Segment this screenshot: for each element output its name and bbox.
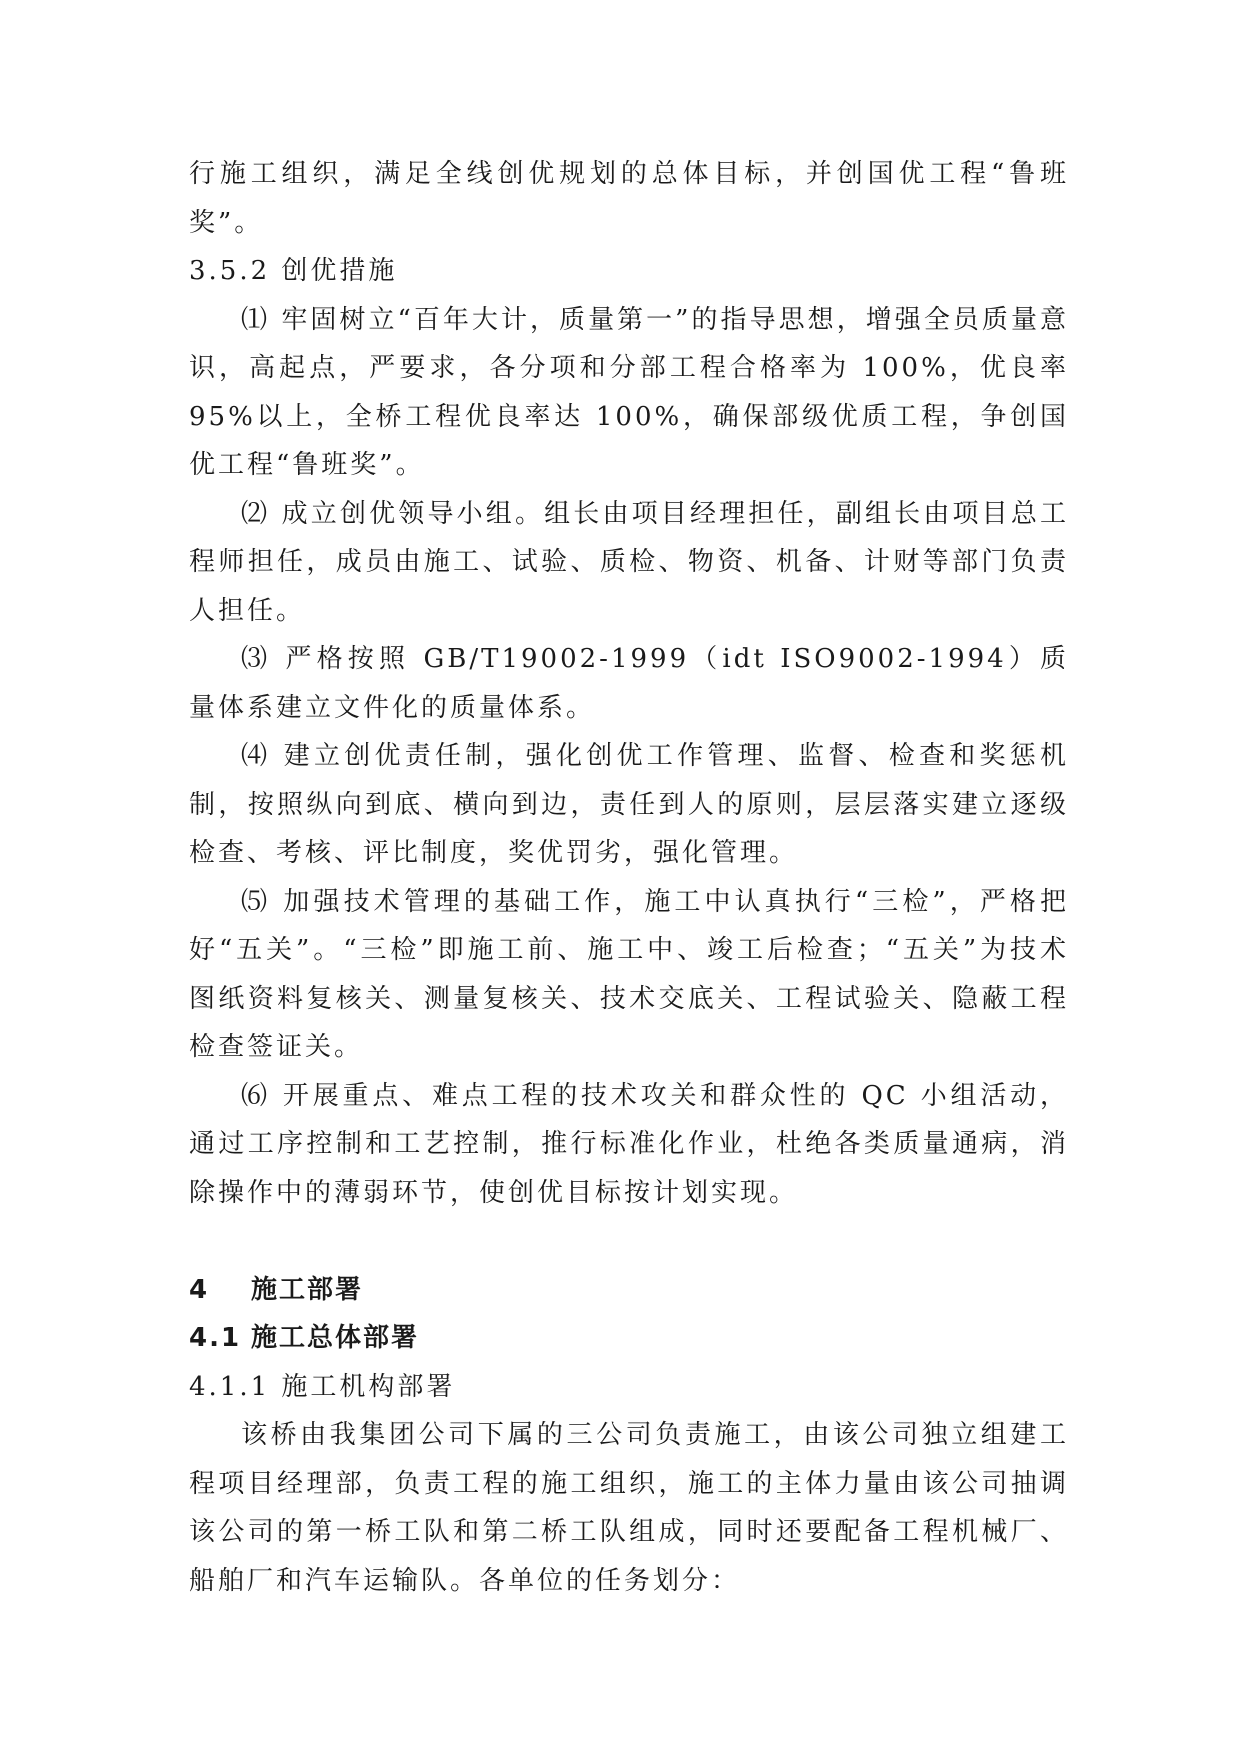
document-body xyxy=(189,150,1069,1605)
subsection-title-3-5-2: 3.5.2 创优措施 xyxy=(189,256,398,286)
section-number: 4.1 xyxy=(189,1323,242,1353)
measure-item-6: ⑹ 开展重点、难点工程的技术攻关和群众性的 QC 小组活动，通过工序控制和工艺控制，推行标准化作业，杜绝各类质量通病，消除操作中的薄弱环节，使创优目标按计划实现。 xyxy=(189,1080,1069,1208)
subsection-title-4-1-1: 4.1.1 施工机构部署 xyxy=(189,1371,456,1402)
measure-item-2: ⑵ 成立创优领导小组。组长由项目经理担任，副组长由项目总工程师担任，成员由施工、试验、质检、物资、机备、计财等部门负责人担任。 xyxy=(189,498,1069,626)
section-title: 施工总体部署 xyxy=(251,1323,420,1353)
section-title: 施工部署 xyxy=(251,1274,364,1305)
deployment-paragraph: 该桥由我集团公司下属的三公司负责施工，由该公司独立组建工程项目经理部，负责工程的施工组织，施工的主体力量由该公司抽调该公司的第一桥工队和第二桥工队组成，同时还要配备工程机械厂、船舶厂和汽车运输队。各单位的任务划分： xyxy=(189,1420,1069,1596)
measure-item-3: ⑶ 严格按照 GB/T19002-1999（idt ISO9002-1994）质量体系建立文件化的质量体系。 xyxy=(189,644,1069,723)
section-heading-4 xyxy=(189,1266,1069,1315)
section-heading-4-1 xyxy=(189,1314,1069,1363)
measure-item-4: ⑷ 建立创优责任制，强化创优工作管理、监督、检查和奖惩机制，按照纵向到底、横向到边，责任到人的原则，层层落实建立逐级检查、考核、评比制度，奖优罚劣，强化管理。 xyxy=(189,741,1069,868)
measure-item-1: ⑴ 牢固树立“百年大计，质量第一”的指导思想，增强全员质量意识，高起点，严要求，各分项和分部工程合格率为 100%，优良率 95%以上，全桥工程优良率达 100%，确保部级优质工程，争创国优工程“鲁班奖”。 xyxy=(189,304,1069,480)
section-gap xyxy=(189,1217,1069,1266)
measure-item-5: ⑸ 加强技术管理的基础工作，施工中认真执行“三检”，严格把好“五关”。“三检”即施工前、施工中、竣工后检查；“五关”为技术图纸资料复核关、测量复核关、技术交底关、工程试验关、隐蔽工程检查签证关。 xyxy=(189,886,1069,1062)
section-number: 4 xyxy=(189,1274,210,1305)
continuation-paragraph: 行施工组织，满足全线创优规划的总体目标，并创国优工程“鲁班奖”。 xyxy=(189,159,1069,238)
